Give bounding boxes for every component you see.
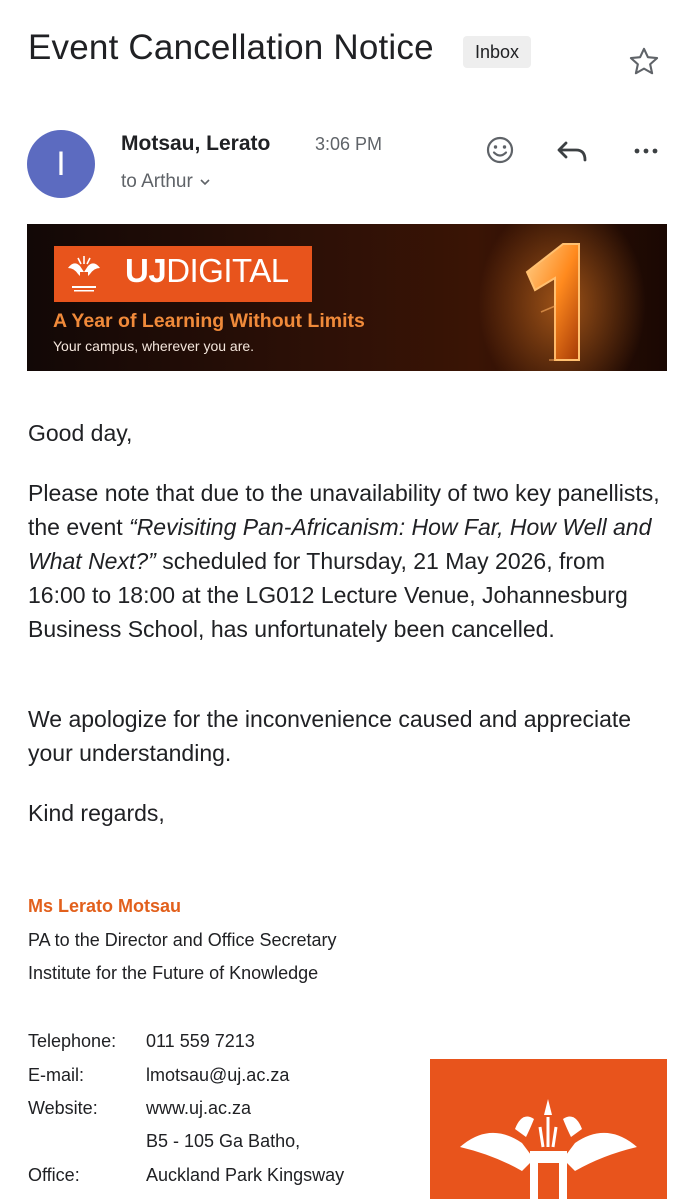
- recipient-details-toggle[interactable]: [121, 171, 211, 193]
- telephone-label: Telephone:: [28, 1031, 117, 1051]
- office-address-line1: B5 - 105 Ga Batho,: [146, 1131, 301, 1151]
- star-icon[interactable]: [626, 44, 662, 80]
- email-link[interactable]: lmotsau@uj.ac.za: [146, 1065, 290, 1085]
- more-options-icon[interactable]: [626, 130, 666, 170]
- message-time: 3:06 PM: [315, 134, 383, 154]
- uj-crest-logo-icon: [430, 1059, 667, 1199]
- office-label: Office:: [28, 1165, 80, 1185]
- office-address-line2: Auckland Park Kingsway: [146, 1165, 345, 1185]
- apology-paragraph: We apologize for the inconvenience caused and appreciate your understanding.: [28, 706, 632, 766]
- greeting-text: Good day,: [28, 420, 133, 446]
- banner-tagline: A Year of Learning Without Limits: [53, 310, 365, 332]
- signature-name: Ms Lerato Motsau: [28, 896, 182, 916]
- website-link[interactable]: www.uj.ac.za: [146, 1098, 252, 1118]
- closing-text: Kind regards,: [28, 800, 165, 826]
- anniversary-number-one-graphic: [497, 232, 617, 371]
- sender-name[interactable]: Motsau, Lerato: [121, 132, 271, 155]
- website-label: Website:: [28, 1098, 98, 1118]
- signature-role: PA to the Director and Office Secretary: [28, 930, 337, 950]
- recipient-line: to Arthur: [121, 171, 193, 192]
- banner-subline: Your campus, wherever you are.: [53, 338, 255, 354]
- reply-icon[interactable]: [552, 130, 592, 170]
- email-label: E-mail:: [28, 1065, 85, 1085]
- brand-name: UJDIGITAL: [125, 252, 289, 289]
- cancellation-paragraph: Please note that due to the unavailability of two key panellists, the event “Revisiting Pan-Africanism: How Far, How Well and What Next?” scheduled for Thursday, 21 May 2026, from 16:00 to 18:00 at the LG012 Lecture Venue, Johannesburg Business School, has unfortunately been cancelled.: [28, 480, 660, 642]
- event-title: “Revisiting Pan-Africanism: How Far, How Well and What Next?”: [28, 514, 652, 574]
- signature-institute: Institute for the Future of Knowledge: [28, 963, 319, 983]
- sender-avatar[interactable]: I: [27, 130, 95, 198]
- emoji-reaction-icon[interactable]: [480, 130, 520, 170]
- uj-digital-banner: [27, 224, 667, 371]
- telephone-value[interactable]: 011 559 7213: [146, 1031, 255, 1051]
- chevron-down-icon: [199, 176, 211, 188]
- email-subject: Event Cancellation Notice: [28, 28, 434, 67]
- uj-crest-icon: [54, 246, 114, 302]
- inbox-label-badge[interactable]: Inbox: [463, 36, 531, 68]
